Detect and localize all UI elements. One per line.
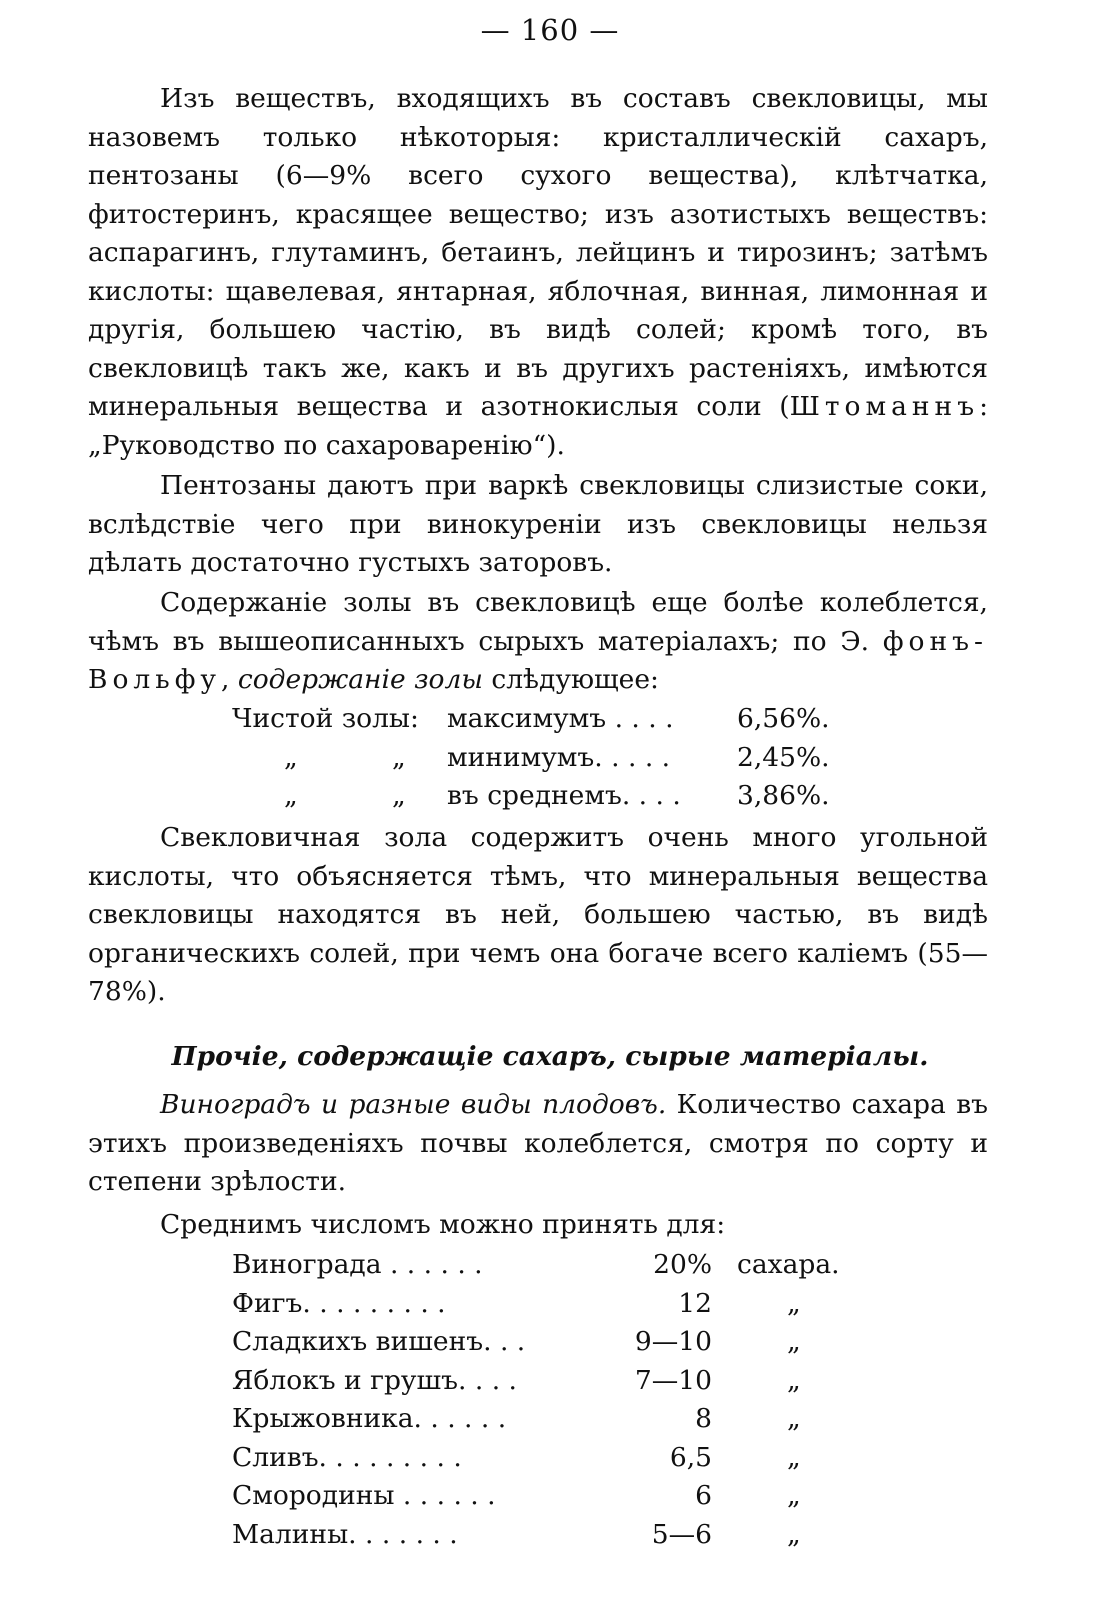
ditto-mark: „ [284, 741, 298, 773]
author-name: фонъ-Вольфу [88, 625, 988, 695]
paragraph-ash [88, 584, 988, 700]
paragraph-text: Количество сахара въ этихъ произведеніяхъ почвы колеблется, смотря по сорту и степени зрѣлости. [88, 1089, 988, 1197]
table-row [232, 1285, 852, 1324]
ash-label: Чистой золы: [232, 703, 419, 734]
table-row [232, 1400, 852, 1439]
row-name: Фигъ. . . . . . . . . [232, 1287, 446, 1319]
ditto-mark: „ [787, 1480, 801, 1511]
row-name: максимумъ . . . . [447, 703, 674, 734]
ditto-mark: „ [787, 1441, 801, 1473]
paragraph-text: Изъ веществъ, входящихъ въ составъ свекловицы, мы назовемъ только нѣкоторыя: кристаллическій сахаръ, пентозаны (6—9% всего сухого вещества), клѣтчатка, фитостеринъ, красящее вещество; изъ азотистыхъ веществъ: аспарагинъ, глутаминъ, бетаинъ, лейцинъ и тирозинъ; затѣмъ кислоты: щавелевая, янтарная, яблочная, винная, лимонная и другія, большею частію, въ видѣ солей; кромѣ того, въ свекловицѣ такъ же, какъ и въ другихъ растеніяхъ, имѣются минеральныя вещества и азотнокислыя соли ( [88, 83, 988, 422]
table-intro: Среднимъ числомъ можно принять для: [160, 1209, 726, 1240]
ditto-mark: „ [787, 1403, 801, 1434]
paragraph-beet-ash [88, 819, 988, 1012]
row-name: Сладкихъ вишенъ. . . [232, 1326, 526, 1357]
section-title: Прочіе, содержащіе сахаръ, сырые матеріалы. [171, 1041, 929, 1072]
ditto-mark: „ [284, 780, 298, 811]
table-row [232, 1477, 852, 1516]
row-value: 3,86%. [737, 780, 830, 811]
unit-label: сахара. [737, 1249, 840, 1280]
row-value: 6,56%. [737, 703, 830, 734]
paragraph-pentosans [88, 467, 988, 583]
row-value: 12 [678, 1287, 712, 1319]
row-name: въ среднемъ. . . . [447, 780, 681, 811]
sugar-content-table [232, 1246, 852, 1554]
ditto-mark: „ [787, 1518, 801, 1550]
row-value: 2,45%. [737, 741, 830, 773]
page-number: — 160 — [480, 13, 620, 47]
ash-content-table [232, 700, 872, 816]
paragraph-grapes [88, 1086, 988, 1202]
row-name: Крыжовника. . . . . . [232, 1403, 507, 1434]
row-value: 6 [695, 1480, 712, 1511]
ditto-mark: „ [787, 1364, 801, 1396]
row-name: Смородины . . . . . . [232, 1480, 496, 1511]
author-name: Штоманнъ [789, 391, 980, 422]
row-name: Малины. . . . . . . [232, 1518, 458, 1550]
row-name: Сливъ. . . . . . . . . [232, 1441, 462, 1473]
ditto-mark: „ [392, 780, 406, 811]
row-value: 5—6 [651, 1518, 712, 1550]
emphasis-text: Виноградъ и разные виды плодовъ. [160, 1089, 667, 1120]
row-value: 7—10 [634, 1364, 712, 1396]
row-value: 8 [695, 1403, 712, 1434]
row-name: минимумъ. . . . . [447, 741, 671, 773]
row-name: Винограда . . . . . . [232, 1249, 483, 1280]
table-row [232, 1439, 852, 1478]
table-row [232, 777, 872, 816]
table-row [232, 739, 872, 778]
paragraph-text: слѣдующее: [482, 664, 659, 695]
row-value: 6,5 [669, 1441, 712, 1473]
table-row [232, 1246, 852, 1285]
emphasis-text: содержаніе золы [237, 664, 483, 695]
row-name: Яблокъ и грушъ. . . . [232, 1364, 517, 1396]
paragraph-text: Пентозаны даютъ при варкѣ свекловицы слизистые соки, вслѣдствіе чего при винокуреніи изъ свекловицы нельзя дѣлать достаточно густыхъ заторовъ. [88, 470, 988, 578]
row-value: 9—10 [634, 1326, 712, 1357]
row-value: 20% [653, 1249, 712, 1280]
ditto-mark: „ [787, 1326, 801, 1357]
paragraph-text: : „Руководство по сахароваренію“). [88, 391, 988, 461]
table-row [232, 700, 872, 739]
table-row [232, 1362, 852, 1401]
table-row [232, 1516, 852, 1555]
ditto-mark: „ [392, 741, 406, 773]
paragraph-substances [88, 80, 988, 465]
paragraph-text: Свекловичная зола содержитъ очень много угольной кислоты, что объясняется тѣмъ, что минеральныя вещества свекловицы находятся въ ней, большею частью, въ видѣ органическихъ солей, при чемъ она богаче всего каліемъ (55—78%). [88, 822, 988, 1007]
ditto-mark: „ [787, 1287, 801, 1319]
table-row [232, 1323, 852, 1362]
paragraph-text: Содержаніе золы въ свекловицѣ еще болѣе колеблется, чѣмъ въ вышеописанныхъ сырыхъ матеріалахъ; по Э. [88, 587, 988, 657]
paragraph-text: , [221, 664, 238, 695]
